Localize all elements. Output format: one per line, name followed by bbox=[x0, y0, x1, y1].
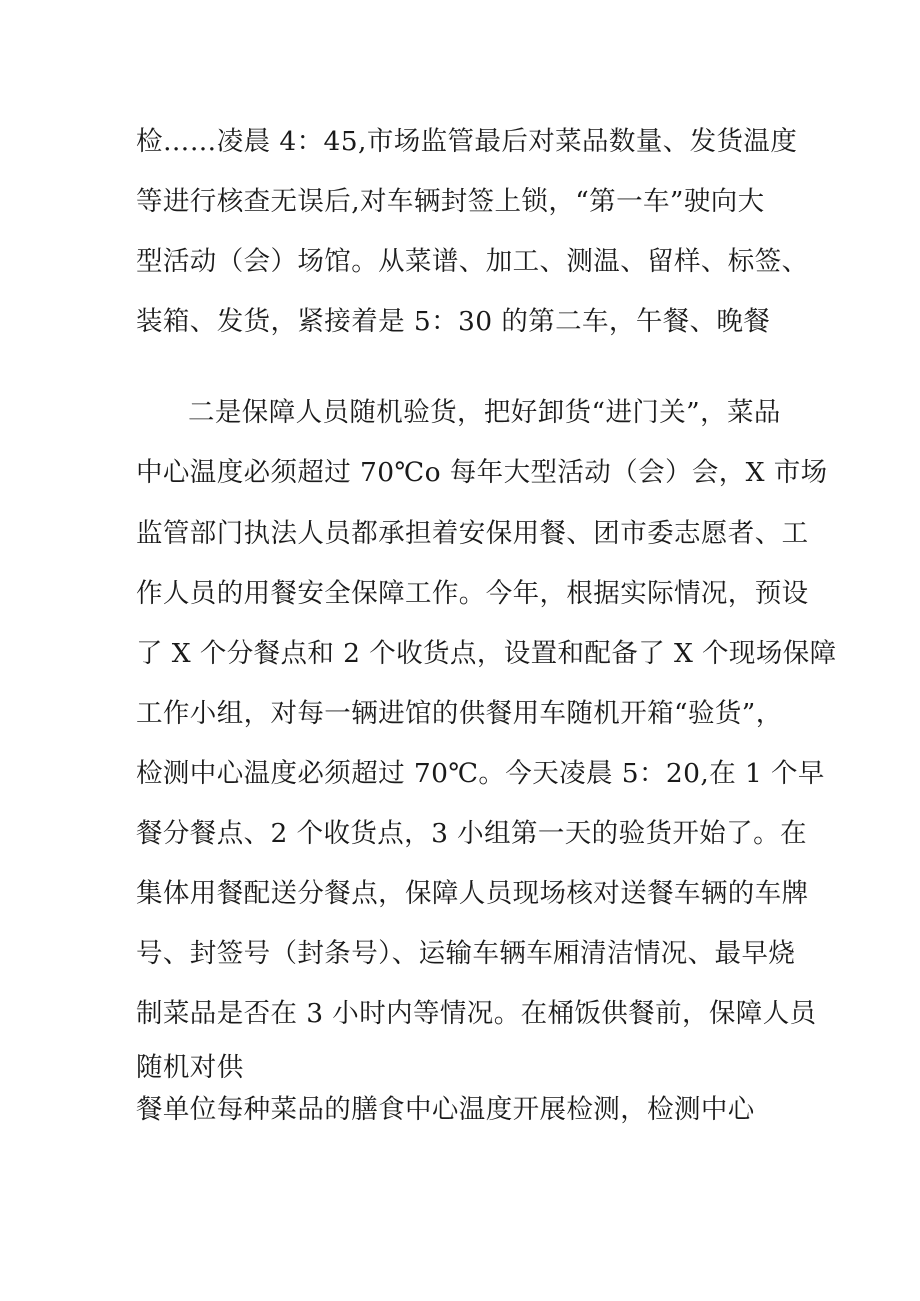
text-line: 了 X 个分餐点和 2 个收货点，设置和配备了 X 个现场保障 bbox=[136, 638, 837, 669]
text-line: 检测中心温度必须超过 70℃。今天凌晨 5：20,在 1 个早 bbox=[136, 758, 825, 789]
text-line: 集体用餐配送分餐点，保障人员现场核对送餐车辆的车牌 bbox=[136, 878, 809, 909]
text-line: 工作小组，对每一辆进馆的供餐用车随机开箱“验货”， bbox=[136, 698, 783, 729]
text-line: 二是保障人员随机验货，把好卸货“进门关”，菜品 bbox=[188, 397, 781, 428]
text-line: 号、封签号（封条号）、运输车辆车厢清洁情况、最早烧 bbox=[136, 938, 796, 969]
text-line: 制菜品是否在 3 小时内等情况。在桶饭供餐前，保障人员 bbox=[136, 998, 817, 1029]
text-line: 作人员的用餐安全保障工作。今年，根据实际情况，预设 bbox=[136, 578, 809, 609]
text-line: 检……凌晨 4：45,市场监管最后对菜品数量、发货温度 bbox=[136, 126, 798, 157]
text-line: 餐单位每种菜品的膳食中心温度开展检测，检测中心 bbox=[136, 1094, 755, 1125]
text-line: 随机对供 bbox=[136, 1052, 244, 1083]
text-line: 监管部门执法人员都承担着安保用餐、团市委志愿者、工 bbox=[136, 518, 809, 549]
text-line: 餐分餐点、2 个收货点，3 小组第一天的验货开始了。在 bbox=[136, 818, 807, 849]
text-line: 中心温度必须超过 70℃o 每年大型活动（会）会，X 市场 bbox=[136, 457, 828, 488]
text-line: 装箱、发货，紧接着是 5：30 的第二车，午餐、晚餐 bbox=[136, 306, 771, 337]
text-line: 型活动（会）场馆。从菜谱、加工、测温、留样、标签、 bbox=[136, 246, 809, 277]
text-line: 等进行核查无误后,对车辆封签上锁，“第一车”驶向大 bbox=[136, 186, 765, 217]
